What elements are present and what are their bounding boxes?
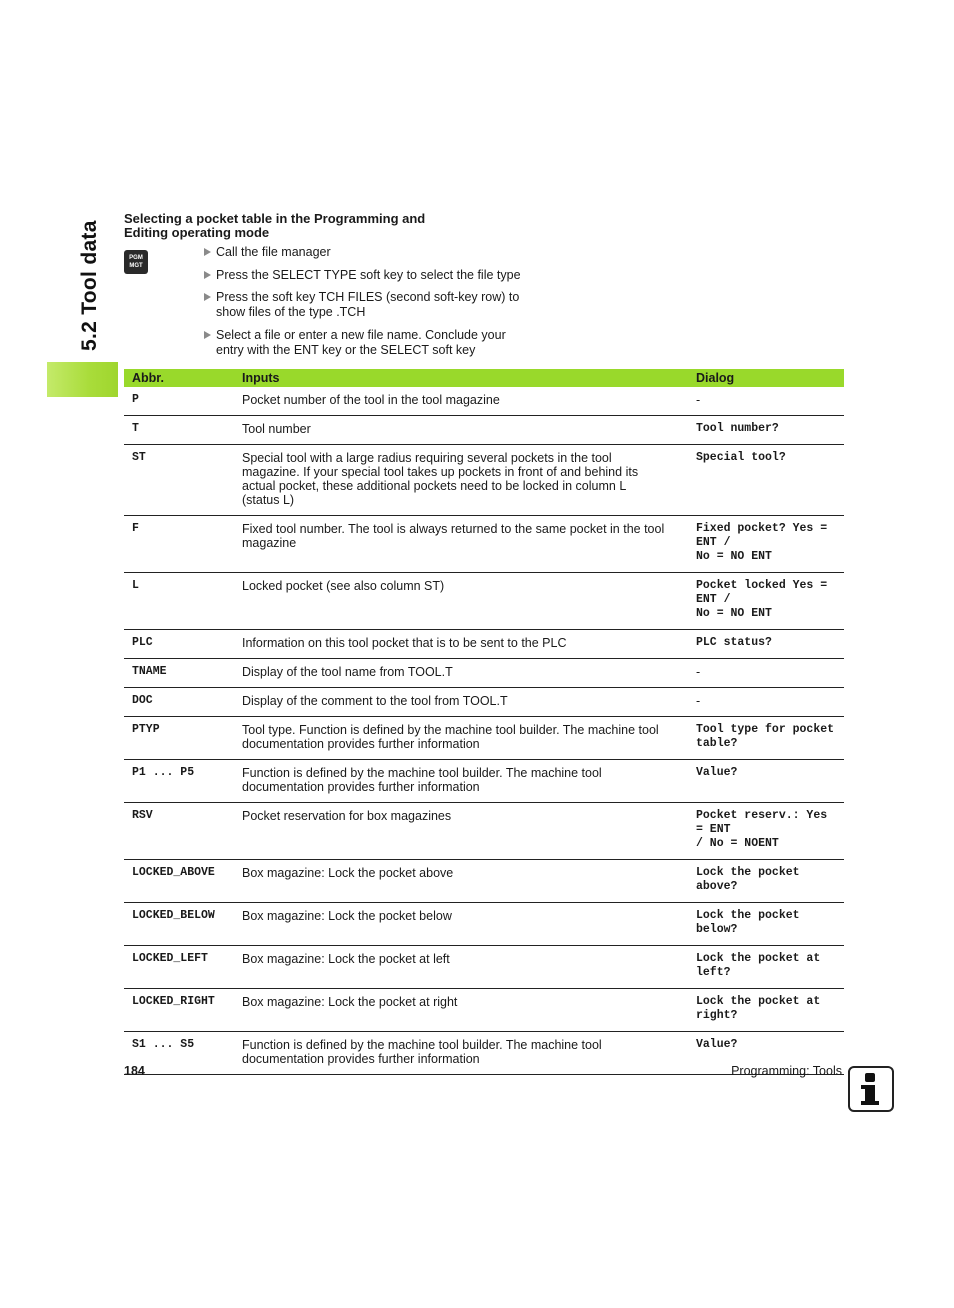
section-tab-marker [47,362,118,397]
cell-dialog-line: - [696,393,701,407]
cell-abbr: RSV [124,803,234,860]
cell-dialog [688,659,844,688]
cell-dialog-line: Lock the pocket below? [696,909,800,936]
table-row [124,760,844,803]
table-row [124,659,844,688]
cell-dialog-line: Lock the pocket at left? [696,952,821,979]
cell-dialog-line: Pocket reserv.: Yes = ENT [696,809,828,836]
cell-inputs [234,989,688,1032]
cell-dialog [688,416,844,445]
arrow-right-icon [204,271,211,279]
cell-inputs-line: actual pocket, these additional pockets need to be locked in column L [242,479,627,493]
pocket-table-columns [124,369,844,1075]
table-row [124,688,844,717]
section-heading [124,212,425,240]
cell-abbr: LOCKED_RIGHT [124,989,234,1032]
pgm-mgt-key-icon [124,250,148,274]
cell-inputs-line: Tool type. Function is defined by the machine tool builder. The machine tool [242,723,659,737]
cell-inputs [234,416,688,445]
cell-inputs-line: Function is defined by the machine tool builder. The machine tool [242,1038,602,1052]
table-row [124,903,844,946]
cell-abbr: T [124,416,234,445]
cell-dialog-line: table? [696,737,738,750]
step-text: Select a file or enter a new file name. Conclude your [216,328,506,342]
cell-dialog [688,803,844,860]
table-row [124,630,844,659]
arrow-right-icon [204,248,211,256]
arrow-right-icon [204,293,211,301]
cell-dialog [688,760,844,803]
cell-dialog-line: Tool type for pocket [696,723,835,736]
cell-dialog-line: - [696,665,701,679]
cell-dialog [688,717,844,760]
cell-inputs [234,659,688,688]
step-item [204,245,331,260]
footer-section-title: Programming: Tools [731,1064,842,1078]
cell-inputs-line: Special tool with a large radius requiring several pockets in the tool [242,451,612,465]
cell-inputs-line: Information on this tool pocket that is to be sent to the PLC [242,636,567,650]
cell-inputs [234,903,688,946]
table-header-row [124,369,844,387]
cell-inputs-line: magazine. If your special tool takes up pockets in front of and behind its [242,465,639,479]
step-text: Call the file manager [216,245,331,259]
heading-line-2: Editing operating mode [124,225,270,240]
cell-abbr: LOCKED_ABOVE [124,860,234,903]
cell-inputs [234,516,688,573]
cell-dialog-line: Lock the pocket above? [696,866,800,893]
cell-inputs-line: Box magazine: Lock the pocket at left [242,952,450,966]
cell-inputs-line: documentation provides further information [242,780,480,794]
cell-abbr: DOC [124,688,234,717]
cell-inputs-line: Locked pocket (see also column ST) [242,579,445,593]
heading-line-1: Selecting a pocket table in the Programming and [124,211,426,226]
cell-inputs [234,1032,688,1075]
cell-dialog-line: / No = NOENT [696,837,779,850]
header-inputs: Inputs [234,369,688,387]
cell-dialog [688,688,844,717]
cell-inputs [234,803,688,860]
cell-inputs [234,717,688,760]
cell-abbr: P1 ... P5 [124,760,234,803]
table-row [124,717,844,760]
cell-dialog-line: Special tool? [696,451,786,464]
table-row [124,573,844,630]
cell-abbr: P [124,387,234,416]
cell-dialog-line: Fixed pocket? Yes = ENT / [696,522,828,549]
cell-inputs [234,860,688,903]
cell-inputs-line: documentation provides further information [242,737,480,751]
table-row [124,989,844,1032]
page-number: 184 [124,1064,145,1078]
cell-abbr: TNAME [124,659,234,688]
cell-inputs [234,630,688,659]
cell-dialog-line: No = NO ENT [696,550,772,563]
cell-abbr: LOCKED_LEFT [124,946,234,989]
cell-abbr: LOCKED_BELOW [124,903,234,946]
cell-abbr: F [124,516,234,573]
cell-dialog [688,387,844,416]
cell-inputs-line: Pocket reservation for box magazines [242,809,452,823]
step-text: Press the soft key TCH FILES (second soft-key row) to [216,290,520,304]
side-section-title: 5.2 Tool data [78,220,101,351]
cell-inputs-line: Function is defined by the machine tool builder. The machine tool [242,766,602,780]
cell-inputs-line: Box magazine: Lock the pocket above [242,866,454,880]
step-item [204,328,506,357]
step-text-continued: entry with the ENT key or the SELECT soft key [216,342,476,357]
cell-dialog [688,989,844,1032]
arrow-right-icon [204,331,211,339]
cell-inputs-line: magazine [242,536,297,550]
table-row [124,946,844,989]
key-label-2: MGT [129,263,143,269]
cell-inputs [234,946,688,989]
cell-abbr: S1 ... S5 [124,1032,234,1075]
cell-inputs [234,760,688,803]
key-label-1: PGM [129,255,143,261]
cell-dialog-line: Lock the pocket at right? [696,995,821,1022]
header-dialog: Dialog [688,369,844,387]
cell-dialog [688,573,844,630]
step-item [204,268,521,283]
cell-inputs [234,445,688,516]
cell-inputs-line: Box magazine: Lock the pocket below [242,909,452,923]
table-row [124,860,844,903]
table-row [124,516,844,573]
step-text-continued: show files of the type .TCH [216,304,366,319]
cell-abbr: ST [124,445,234,516]
cell-dialog-line: Tool number? [696,422,779,435]
table-row [124,803,844,860]
cell-dialog [688,946,844,989]
cell-inputs [234,688,688,717]
cell-dialog-line: Value? [696,1038,738,1051]
cell-inputs-line: Box magazine: Lock the pocket at right [242,995,458,1009]
cell-inputs-line: Pocket number of the tool in the tool magazine [242,393,500,407]
cell-inputs-line: (status L) [242,493,295,507]
cell-dialog-line: Pocket locked Yes = ENT / [696,579,828,606]
table-row [124,416,844,445]
cell-dialog-line: Value? [696,766,738,779]
cell-inputs-line: Tool number [242,422,311,436]
cell-dialog [688,516,844,573]
cell-dialog-line: - [696,694,701,708]
cell-inputs-line: Display of the comment to the tool from TOOL.T [242,694,508,708]
table-row [124,387,844,416]
header-abbr: Abbr. [124,369,234,387]
cell-abbr: PLC [124,630,234,659]
cell-abbr: PTYP [124,717,234,760]
step-text: Press the SELECT TYPE soft key to select the file type [216,268,521,282]
cell-inputs-line: documentation provides further information [242,1052,480,1066]
cell-dialog [688,860,844,903]
cell-abbr: L [124,573,234,630]
cell-dialog-line: No = NO ENT [696,607,772,620]
step-item [204,290,519,319]
cell-dialog [688,445,844,516]
cell-dialog [688,630,844,659]
cell-inputs [234,573,688,630]
cell-inputs [234,387,688,416]
info-icon [848,1066,894,1112]
table-row [124,445,844,516]
cell-inputs-line: Display of the tool name from TOOL.T [242,665,453,679]
cell-inputs-line: Fixed tool number. The tool is always returned to the same pocket in the tool [242,522,665,536]
cell-dialog-line: PLC status? [696,636,772,649]
cell-dialog [688,903,844,946]
